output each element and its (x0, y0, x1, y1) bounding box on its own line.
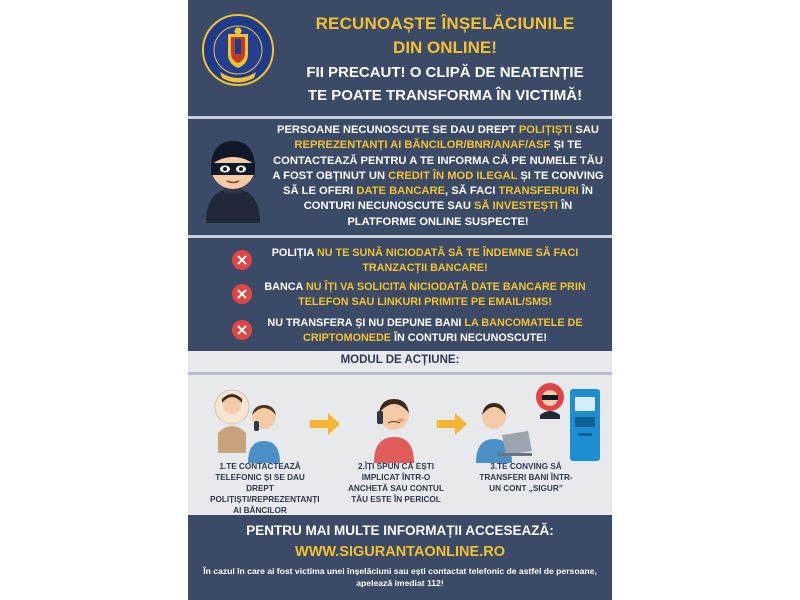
poster-footer (188, 515, 612, 600)
phone-call-people-icon (210, 387, 292, 463)
warning-text: POLIȚIA NU TE SUNĂ NICIODATĂ SĂ TE ÎNDEMNE SĂ FACI TRANZACȚII BANCARE! (271, 247, 579, 274)
police-crest-logo (202, 10, 274, 104)
step-3-text: 3.TE CONVING SĂ TRANSFERI BANI ÎNTR-UN CONT „SIGUR” (479, 462, 573, 493)
emergency-note: În cazul în care ai fost victima unei înșelăciuni sau ești contactat telefonic de astfel de persoane, apelează imediat 112! (203, 566, 597, 588)
awareness-poster (188, 0, 612, 600)
more-info-heading: PENTRU MAI MULTE INFORMAȚII ACCESEAZĂ: (246, 523, 554, 538)
right-arrow-icon (308, 411, 342, 437)
title-line-2: DIN ONLINE! (393, 38, 497, 57)
title-line-1: RECUNOAȘTE ÎNȘELĂCIUNILE (315, 14, 575, 33)
right-arrow-icon (435, 411, 469, 437)
step-1-text: 1.TE CONTACTEAZĂ TELEFONIC ȘI SE DAU DREPT POLIȚIȘTI/REPREZENTANȚI AI BĂNCILOR (210, 462, 320, 515)
x-mark-icon (232, 250, 252, 270)
transfer-laptop-atm-icon (474, 379, 604, 463)
masked-scammer-icon (198, 131, 268, 223)
worried-caller-icon (364, 387, 424, 463)
warning-text: NU TRANSFERA ȘI NU DEPUNE BANI LA BANCOMATELE DE CRIPTOMONEDE ÎN CONTURI NECUNOSCUTE! (267, 317, 583, 344)
step-2-text: 2.ÎȚI SPUN CĂ EȘTI IMPLICAT ÎNTR-O ANCHETĂ SAU CONTUL TĂU ESTE ÎN PERICOL (348, 462, 444, 504)
scam-description-text: PERSOANE NECUNOSCUTE SE DAU DREPT POLIȚIȘTI SAU REPREZENTANȚI AI BĂNCILOR/BNR/ANAF/ASF ȘI TE CONTACTEAZĂ PENTRU A TE INFORMA CĂ PE NUMELE TĂU A FOST OBȚINUT UN CREDIT ÎN MOD ILEGAL ȘI TE CONVING SĂ LE OFERI DATE BANCARE, SĂ FACI TRANSFERURI ÎN CONTURI NECUNOSCUTE SAU SĂ INVESTEȘTI ÎN PLATFORME ONLINE SUSPECTE! (272, 124, 604, 228)
website-link[interactable]: WWW.SIGURANTAONLINE.RO (295, 544, 505, 560)
subtitle-line-2: TE POATE TRANSFORMA ÎN VICTIMĂ! (307, 87, 583, 104)
x-mark-icon (232, 320, 252, 340)
scam-description-section (188, 119, 612, 235)
subtitle-line-1: FII PRECAUT! O CLIPĂ DE NEATENȚIE (306, 64, 584, 81)
warning-text: BANCA NU ÎȚI VA SOLICITA NICIODATĂ DATE BANCARE PRIN TELEFON SAU LINKURI PRIMITE PE EMAIL/SMS! (264, 281, 586, 308)
x-mark-icon (232, 284, 252, 304)
modus-operandi-section (188, 351, 612, 515)
warnings-section (188, 238, 612, 351)
action-title: MODUL DE ACȚIUNE: (340, 354, 460, 366)
poster-header (188, 0, 612, 116)
divider (188, 372, 612, 375)
